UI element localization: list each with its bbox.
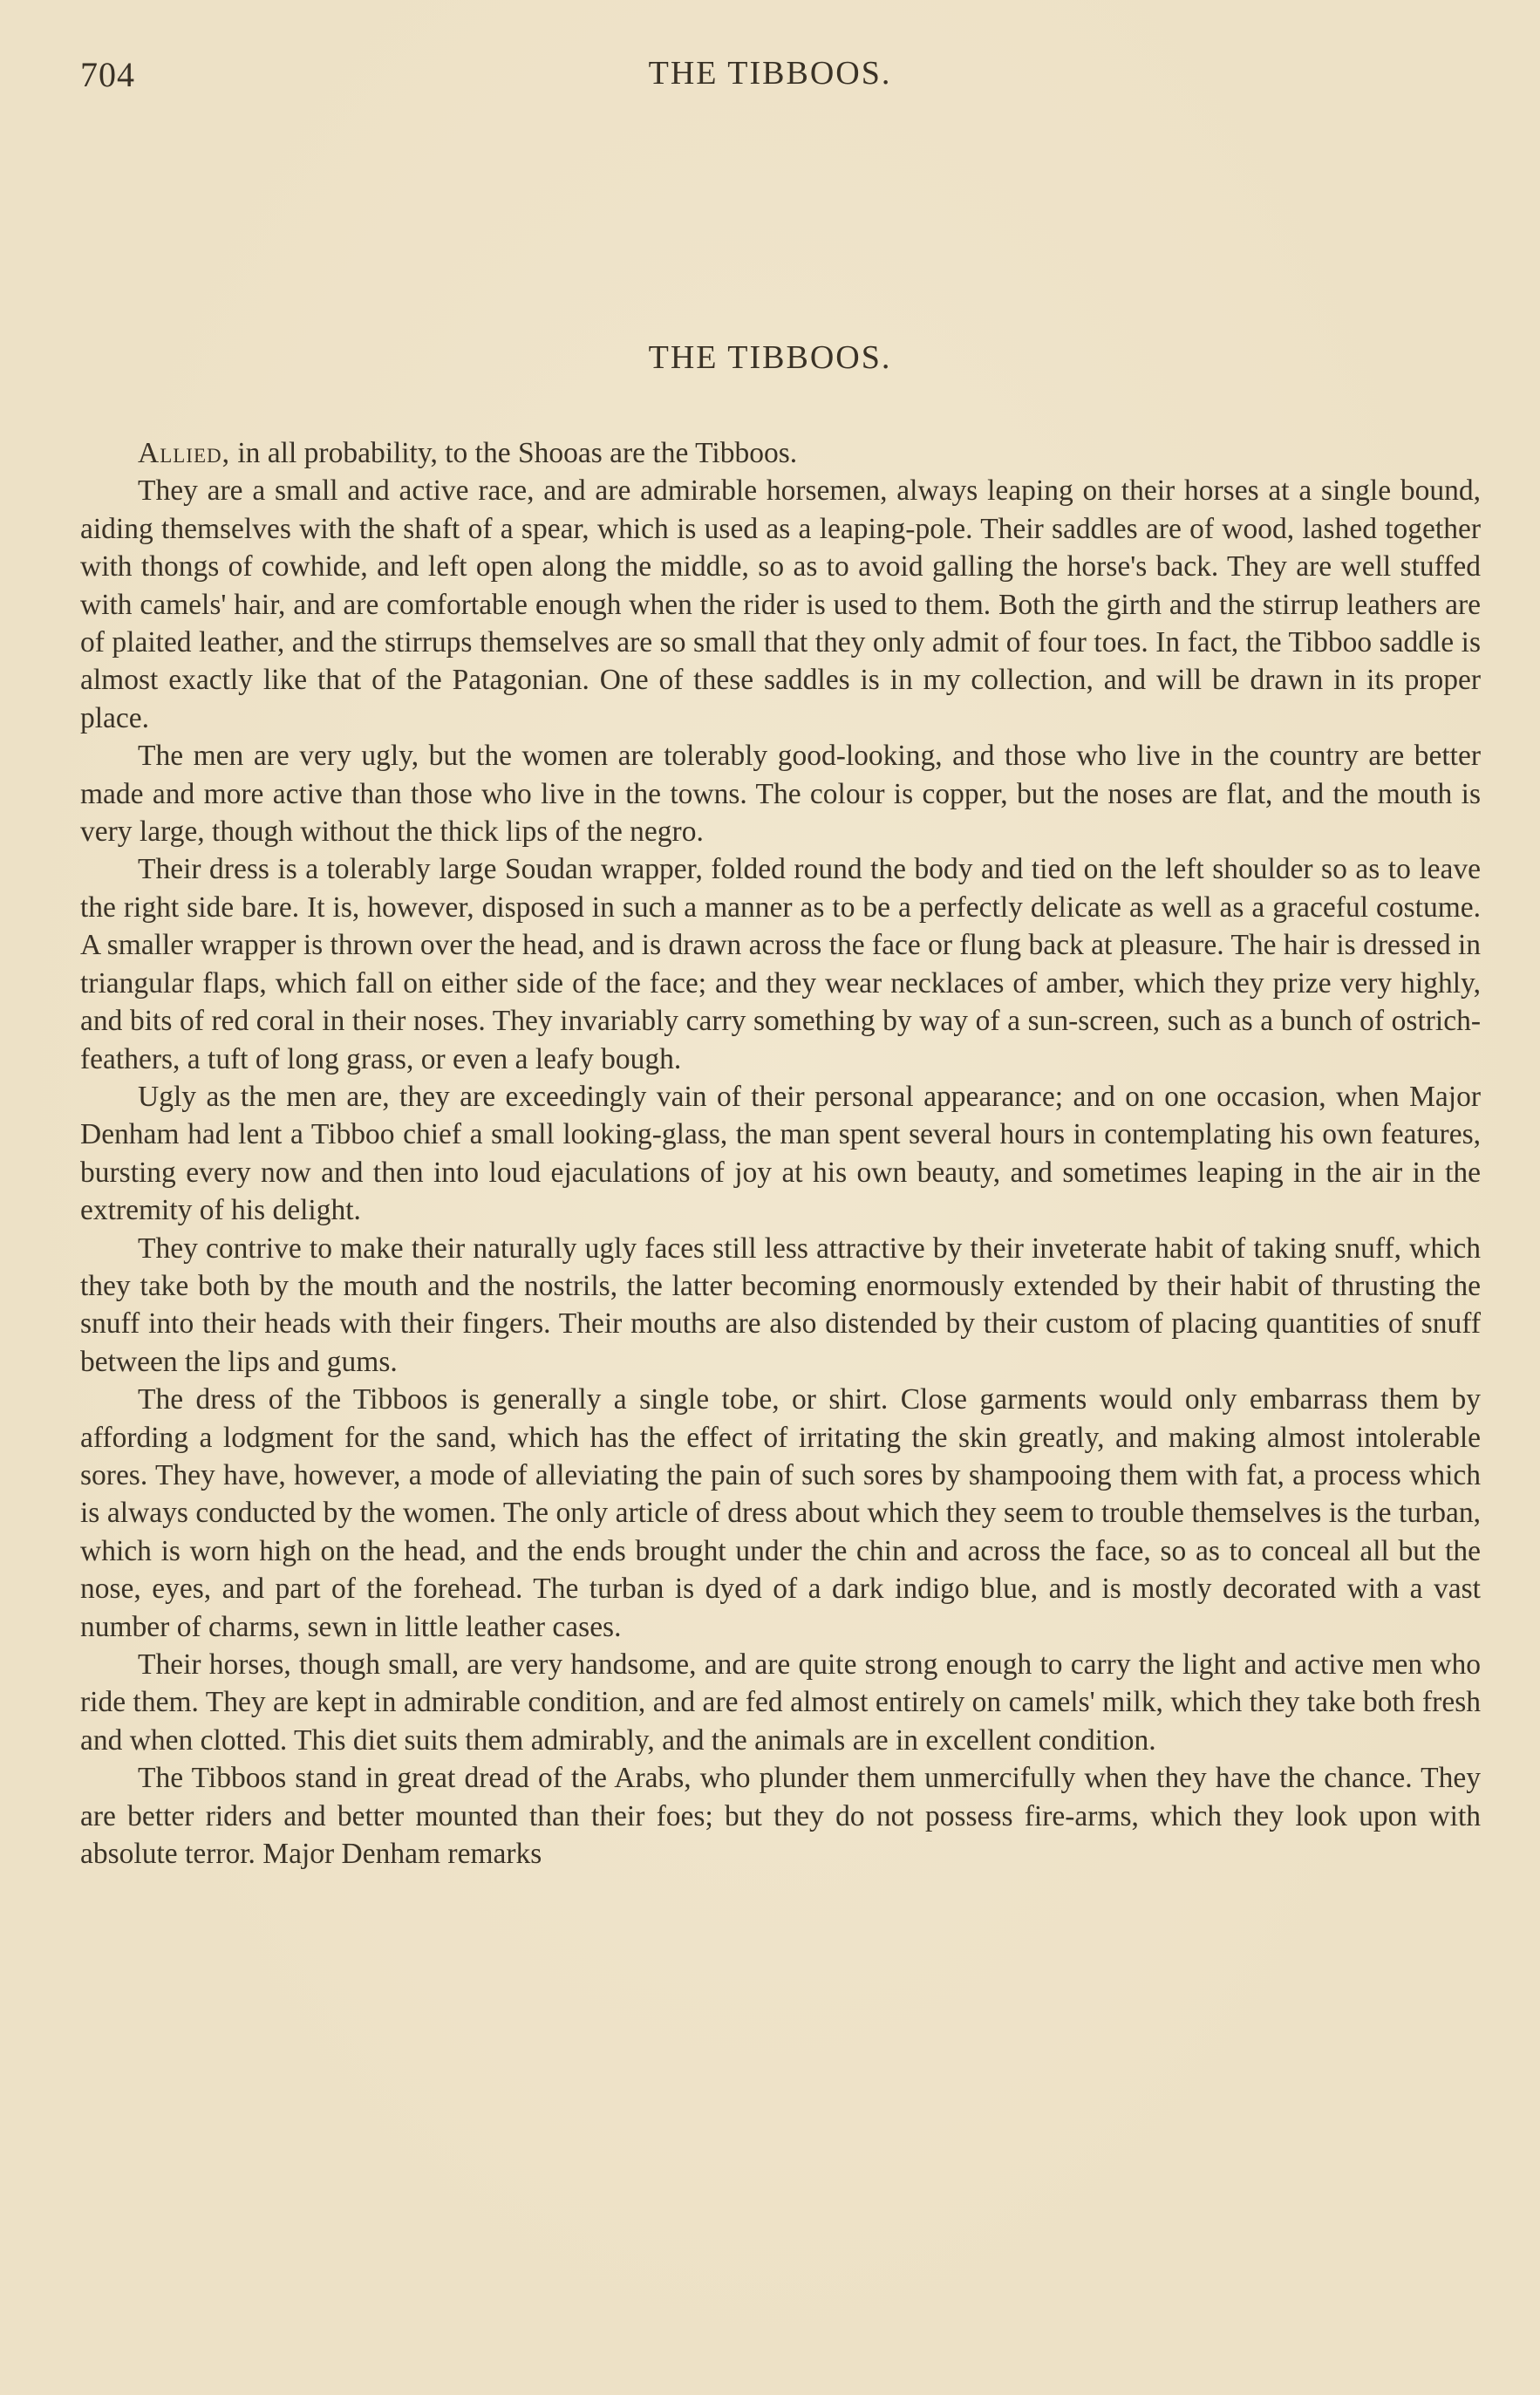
body-text	[80, 434, 1481, 1873]
paragraph: The Tibboos stand in great dread of the Arabs, who plunder them unmercifully when they have the chance. They are better riders and better mounted than their foes; but they do not possess fire-arms, which they look upon with absolute terror. Major Denham remarks	[80, 1762, 1481, 1871]
chapter-title: THE TIBBOOS.	[648, 339, 892, 376]
page-number: 704	[80, 55, 135, 94]
running-head	[80, 54, 1460, 106]
paragraph: Ugly as the men are, they are exceedingly vain of their personal appearance; and on one occasion, when Major Denham had lent a Tibboo chief a small looking-glass, the man spent several hours in contemplating his own features, bursting every now and then into loud ejaculations of joy at his own beauty, and sometimes leaping in the air in the extremity of his delight.	[80, 1080, 1481, 1227]
opening-word: Allied,	[138, 437, 230, 469]
paragraph: The dress of the Tibboos is generally a single tobe, or shirt. Close garments would only embarrass them by affording a lodgment for the sand, which has the effect of irritating the skin greatly, and making almost intolerable sores. They have, however, a mode of alleviating the pain of such sores by shampooing them with fat, a process which is always conducted by the women. The only article of dress about which they seem to trouble themselves is the turban, which is worn high on the head, and the ends brought under the chin and across the face, so as to conceal all but the nose, eyes, and part of the forehead. The turban is dyed of a dark indigo blue, and is mostly decorated with a vast number of charms, sewn in little leather cases.	[80, 1383, 1481, 1643]
paragraph: The men are very ugly, but the women are tolerably good-looking, and those who live in the country are better made and more active than those who live in the towns. The colour is copper, but the noses are flat, and the mouth is very large, though without the thick lips of the negro.	[80, 740, 1481, 849]
paragraph: Their dress is a tolerably large Soudan wrapper, folded round the body and tied on the left shoulder so as to leave the right side bare. It is, however, disposed in such a manner as to be a perfectly delicate as well as a graceful costume. A smaller wrapper is thrown over the head, and is drawn across the face or flung back at pleasure. The hair is dressed in triangular flaps, which fall on either side of the face; and they wear necklaces of amber, which they prize very highly, and bits of red coral in their noses. They invariably carry something by way of a sun-screen, such as a bunch of ostrich-feathers, a tuft of long grass, or even a leafy bough.	[80, 853, 1481, 1075]
running-title: THE TIBBOOS.	[648, 55, 892, 92]
paragraph: Their horses, though small, are very handsome, and are quite strong enough to carry the light and active men who ride them. They are kept in admirable condition, and are fed almost entirely on camels' milk, which they take both fresh and when clotted. This diet suits them admirably, and the animals are in excellent condition.	[80, 1648, 1481, 1757]
paragraph	[80, 434, 1481, 472]
paragraph: They contrive to make their naturally ugly faces still less attractive by their inveterate habit of taking snuff, which they take both by the mouth and the nostrils, the latter becoming enormously extended by their habit of thrusting the snuff into their heads with their fingers. Their mouths are also distended by their custom of placing quantities of snuff between the lips and gums.	[80, 1232, 1481, 1378]
paragraph-text: in all probability, to the Shooas are the Tibboos.	[230, 437, 798, 469]
paragraph: They are a small and active race, and are admirable horsemen, always leaping on their horses at a single bound, aiding themselves with the shaft of a spear, which is used as a leaping-pole. Their saddles are of wood, lashed together with thongs of cowhide, and left open along the middle, so as to avoid galling the horse's back. They are well stuffed with camels' hair, and are comfortable enough when the rider is used to them. Both the girth and the stirrup leathers are of plaited leather, and the stirrups themselves are so small that they only admit of four toes. In fact, the Tibboo saddle is almost exactly like that of the Patagonian. One of these saddles is in my collection, and will be drawn in its proper place.	[80, 474, 1481, 734]
